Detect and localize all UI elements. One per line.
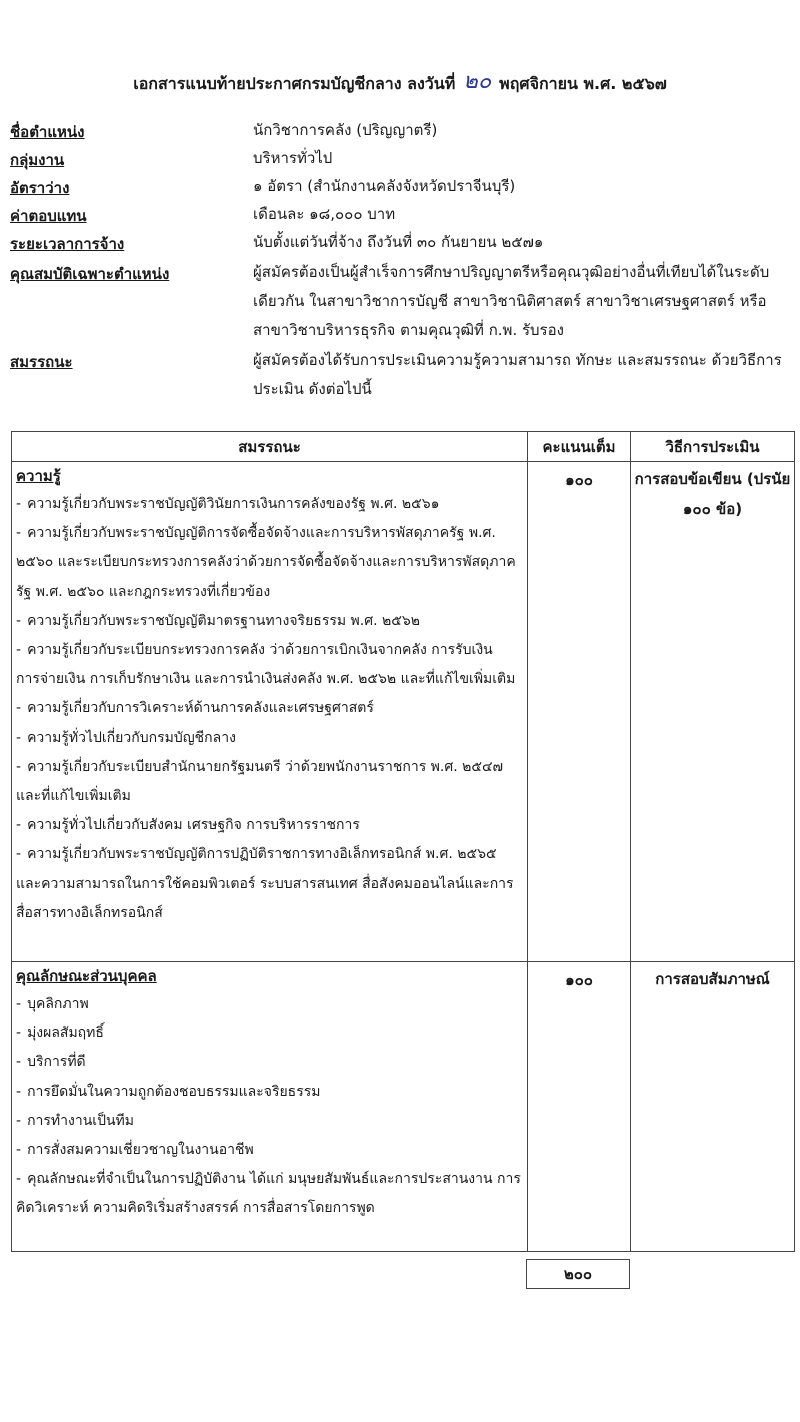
list-item: - ความรู้เกี่ยวกับระเบียบกระทรวงการคลัง ว่าด้วยการเบิกเงินจากคลัง การรับเงิน การจ่ายเงิน การเก็บรักษาเงิน และการนำเงินส่งคลัง พ.ศ. ๒๕๖๒ และที่แก้ไขเพิ่มเติม (16, 642, 516, 688)
table-row-personal-attributes (12, 962, 795, 1252)
header-text-after: พฤศจิกายน พ.ศ. ๒๕๖๗ (499, 73, 667, 93)
label-position-name: ชื่อตำแหน่ง (10, 123, 85, 141)
value-vacancy: ๑ อัตรา (สำนักงานคลังจังหวัดปราจีนบุรี) (253, 177, 516, 195)
knowledge-score: ๑๐๐ (565, 471, 593, 489)
label-qualifications: คุณสมบัติเฉพาะตำแหน่ง (10, 265, 170, 283)
value-qualifications: ผู้สมัครต้องเป็นผู้สำเร็จการศึกษาปริญญาตรีหรือคุณวุฒิอย่างอื่นที่เทียบได้ในระดับเดียวกัน ในสาขาวิชาการบัญชี สาขาวิชานิติศาสตร์ สาขาวิชาเศรษฐศาสตร์ หรือสาขาวิชาบริหารธุรกิจ ตามคุณวุฒิที่ ก.พ. รับรอง (253, 263, 770, 339)
value-employment-period: นับตั้งแต่วันที่จ้าง ถึงวันที่ ๓๐ กันยายน ๒๕๗๑ (253, 233, 544, 251)
list-item: - ความรู้เกี่ยวกับพระราชบัญญัติมาตรฐานทางจริยธรรม พ.ศ. ๒๕๖๒ (16, 612, 420, 629)
list-item: - ความรู้ทั่วไปเกี่ยวกับกรมบัญชีกลาง (16, 729, 236, 746)
list-item: - คุณลักษณะที่จำเป็นในการปฏิบัติงาน ได้แก่ มนุษยสัมพันธ์และการประสานงาน การคิดวิเคราะห์ ความคิดริเริ่มสร้างสรรค์ การสื่อสารโดยการพูด (16, 1171, 521, 1217)
label-employment-period: ระยะเวลาการจ้าง (10, 235, 125, 253)
label-vacancy: อัตราว่าง (10, 179, 70, 197)
list-item: - การยึดมั่นในความถูกต้องชอบธรรมและจริยธรรม (16, 1083, 321, 1100)
value-competency: ผู้สมัครต้องได้รับการประเมินความรู้ความสามารถ ทักษะ และสมรรถนะ ด้วยวิธีการประเมิน ดังต่อไปนี้ (253, 351, 782, 398)
list-item: - ความรู้เกี่ยวกับพระราชบัญญัติการปฏิบัติราชการทางอิเล็กทรอนิกส์ พ.ศ. ๒๕๖๕ และความสามารถในการใช้คอมพิวเตอร์ ระบบสารสนเทศ สื่อสังคมออนไลน์และการสื่อสารทางอิเล็กทรอนิกส์ (16, 846, 514, 921)
header-competency: สมรรถนะ (12, 432, 528, 462)
table-header-row (12, 432, 795, 462)
list-item: - การทำงานเป็นทีม (16, 1112, 134, 1129)
personal-cell (12, 962, 528, 1252)
knowledge-score-cell (528, 462, 631, 962)
label-competency: สมรรถนะ (10, 353, 73, 371)
personal-score: ๑๐๐ (565, 971, 593, 989)
list-item: - ความรู้เกี่ยวกับการวิเคราะห์ด้านการคลังและเศรษฐศาสตร์ (16, 700, 374, 717)
header-full-score: คะแนนเต็ม (528, 432, 631, 462)
list-item: - ความรู้เกี่ยวกับพระราชบัญญัติวินัยการเงินการคลังของรัฐ พ.ศ. ๒๕๖๑ (16, 496, 440, 512)
total-score: ๒๐๐ (526, 1259, 630, 1289)
list-item: - มุ่งผลสัมฤทธิ์ (16, 1025, 104, 1042)
label-work-group: กลุ่มงาน (10, 151, 65, 169)
list-item: - บุคลิกภาพ (16, 996, 89, 1012)
knowledge-method-cell (631, 462, 795, 962)
personal-score-cell (528, 962, 631, 1252)
header-method: วิธีการประเมิน (631, 432, 795, 462)
personal-method-cell (631, 962, 795, 1252)
list-item: - ความรู้เกี่ยวกับระเบียบสำนักนายกรัฐมนตรี ว่าด้วยพนักงานราชการ พ.ศ. ๒๕๔๗ และที่แก้ไขเพิ่มเติม (16, 758, 504, 805)
knowledge-method: การสอบข้อเขียน (ปรนัย ๑๐๐ ข้อ) (634, 470, 791, 518)
value-work-group: บริหารทั่วไป (253, 149, 333, 167)
knowledge-title: ความรู้ (16, 467, 61, 485)
personal-method: การสอบสัมภาษณ์ (655, 970, 770, 988)
value-position-name: นักวิชาการคลัง (ปริญญาตรี) (253, 121, 438, 139)
personal-title: คุณลักษณะส่วนบุคคล (16, 967, 157, 985)
list-item: - บริการที่ดี (16, 1054, 86, 1071)
value-compensation: เดือนละ ๑๘,๐๐๐ บาท (253, 205, 396, 223)
list-item: - ความรู้เกี่ยวกับพระราชบัญญัติการจัดซื้อจัดจ้างและการบริหารพัสดุภาครัฐ พ.ศ. ๒๕๖๐ และระเบียบกระทรวงการคลังว่าด้วยการจัดซื้อจัดจ้างและการบริหารพัสดุภาครัฐ พ.ศ. ๒๕๖๐ และกฎกระทรวงที่เกี่ยวข้อง (16, 525, 516, 600)
handwritten-day: ๒๐ (463, 68, 492, 94)
list-item: - การสั่งสมความเชี่ยวชาญในงานอาชีพ (16, 1142, 254, 1159)
list-item: - ความรู้ทั่วไปเกี่ยวกับสังคม เศรษฐกิจ การบริหารราชการ (16, 817, 360, 834)
table-row-knowledge (12, 462, 795, 962)
document-header (0, 64, 800, 104)
header-text-before: เอกสารแนบท้ายประกาศกรมบัญชีกลาง ลงวันที่ (133, 73, 456, 93)
competency-table (11, 431, 795, 1252)
knowledge-cell (12, 462, 528, 962)
label-compensation: ค่าตอบแทน (10, 207, 87, 225)
